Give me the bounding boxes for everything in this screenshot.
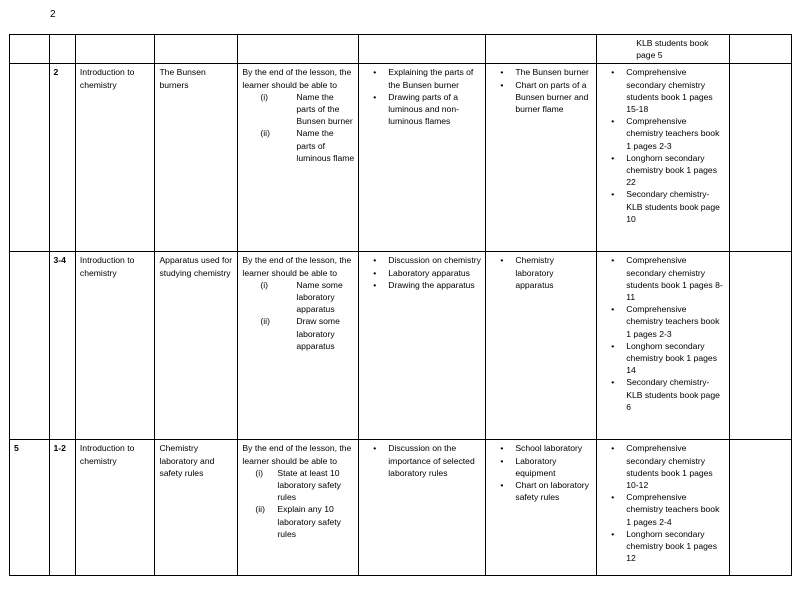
objective-number: (i) (260, 279, 269, 290)
remarks-cell (730, 252, 792, 440)
list-item: • Comprehensive secondary chemistry students book 1 pages 10-12 (601, 442, 725, 491)
references-cell (597, 35, 730, 64)
activities-cell (359, 440, 486, 576)
objective-text: Name the parts of luminous flame (296, 128, 355, 163)
objective-number: (ii) (260, 316, 270, 327)
remarks-cell (730, 35, 792, 64)
materials-cell (486, 252, 597, 440)
subtopic-cell (155, 35, 238, 64)
list-item: • Comprehensive chemistry teachers book 1 pages 2-3 (601, 303, 725, 340)
objective-text: Name some laboratory apparatus (296, 279, 343, 315)
objectives-cell (238, 35, 359, 64)
list-item: • Longhorn secondary chemistry book 1 pages 14 (601, 340, 725, 377)
list-item: • Drawing parts of a luminous and non-luminous flames (363, 91, 481, 128)
topic-cell: Introduction to chemistry (75, 64, 155, 252)
lesson-cell (49, 35, 75, 64)
objectives-cell (238, 64, 359, 252)
activities-cell (359, 252, 486, 440)
lesson-cell: 2 (49, 64, 75, 252)
table-row (10, 440, 792, 576)
list-item: • Longhorn secondary chemistry book 1 pages 22 (601, 152, 725, 189)
objectives-cell (238, 252, 359, 440)
list-item: • Discussion on the importance of selected laboratory rules (363, 442, 481, 479)
topic-cell: Introduction to chemistry (75, 440, 155, 576)
list-item: • Laboratory apparatus (363, 267, 481, 279)
topic-cell (75, 35, 155, 64)
list-item: • Drawing the apparatus (363, 279, 481, 291)
lesson-cell: 3-4 (49, 252, 75, 440)
objective-number: (i) (260, 91, 269, 102)
table-row (10, 252, 792, 440)
objective-text: Explain any 10 laboratory safety rules (277, 504, 341, 539)
week-cell: 5 (10, 440, 50, 576)
table-row (10, 64, 792, 252)
objective-text: Name the parts of the Bunsen burner (296, 91, 353, 127)
list-item: • Comprehensive secondary chemistry students book 1 pages 15-18 (601, 66, 725, 115)
list-item: • Secondary chemistry-KLB students book page 6 (601, 376, 725, 413)
week-cell (10, 64, 50, 252)
subtopic-cell: Chemistry laboratory and safety rules (155, 440, 238, 576)
objective-item (242, 467, 354, 504)
activities-cell (359, 64, 486, 252)
objective-number: (ii) (260, 128, 270, 139)
objective-item (242, 91, 354, 128)
objectives-intro: By the end of the lesson, the learner should be able to (242, 443, 352, 466)
scheme-of-work-table (9, 34, 792, 576)
table-row (10, 35, 792, 64)
references-cell (597, 440, 730, 576)
topic-cell: Introduction to chemistry (75, 252, 155, 440)
list-item: • Comprehensive chemistry teachers book 1 pages 2-4 (601, 491, 725, 528)
objective-item (242, 503, 354, 540)
objectives-intro: By the end of the lesson, the learner should be able to (242, 67, 352, 90)
materials-cell (486, 440, 597, 576)
objective-item (242, 127, 354, 164)
reference-text: KLB students book page 5 (636, 38, 709, 61)
objective-item (242, 279, 354, 316)
list-item: • School laboratory (490, 442, 592, 454)
references-cell (597, 252, 730, 440)
list-item: • Chart on parts of a Bunsen burner and burner flame (490, 79, 592, 116)
objective-number: (ii) (255, 504, 265, 515)
list-item: • Longhorn secondary chemistry book 1 pages 12 (601, 528, 725, 565)
subtopic-cell: The Bunsen burners (155, 64, 238, 252)
lesson-cell: 1-2 (49, 440, 75, 576)
references-cell (597, 64, 730, 252)
objectives-cell (238, 440, 359, 576)
activities-cell (359, 35, 486, 64)
objective-text: State at least 10 laboratory safety rules (277, 467, 341, 503)
list-item: • Laboratory equipment (490, 455, 592, 479)
list-item: • Explaining the parts of the Bunsen burner (363, 66, 481, 90)
list-item: • Secondary chemistry-KLB students book page 10 (601, 188, 725, 225)
objective-number: (i) (255, 467, 264, 478)
remarks-cell (730, 64, 792, 252)
materials-cell (486, 64, 597, 252)
objective-text: Draw some laboratory apparatus (296, 316, 340, 351)
list-item: • Comprehensive secondary chemistry students book 1 pages 8-11 (601, 254, 725, 303)
materials-cell (486, 35, 597, 64)
objective-item (242, 315, 354, 352)
list-item: • Chemistry laboratory apparatus (490, 254, 592, 291)
week-cell (10, 35, 50, 64)
objectives-intro: By the end of the lesson, the learner should be able to (242, 255, 352, 278)
page-number: 2 (50, 9, 56, 20)
subtopic-cell: Apparatus used for studying chemistry (155, 252, 238, 440)
list-item: • Chart on laboratory safety rules (490, 479, 592, 503)
remarks-cell (730, 440, 792, 576)
list-item: • Discussion on chemistry (363, 254, 481, 266)
list-item: • The Bunsen burner (490, 66, 592, 78)
list-item: • Comprehensive chemistry teachers book 1 pages 2-3 (601, 115, 725, 152)
week-cell (10, 252, 50, 440)
